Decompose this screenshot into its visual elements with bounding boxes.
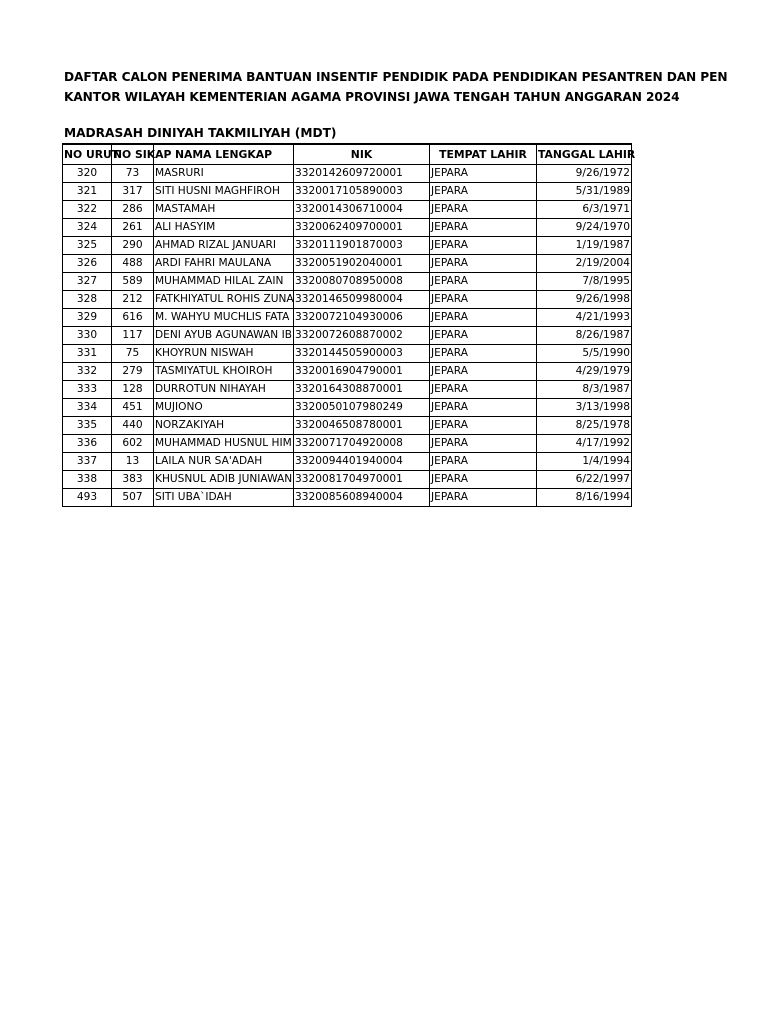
table-row <box>63 363 632 381</box>
cell-nama-lengkap: MUHAMMAD HUSNUL HIM <box>154 435 294 453</box>
document-title-line-2: KANTOR WILAYAH KEMENTERIAN AGAMA PROVINSI JAWA TENGAH TAHUN ANGGARAN 2024 <box>64 90 680 104</box>
cell-no-sikap: 451 <box>112 399 154 417</box>
cell-tempat-lahir: JEPARA <box>430 219 537 237</box>
cell-tanggal-lahir: 4/17/1992 <box>537 435 632 453</box>
cell-no-urut: 493 <box>63 489 112 507</box>
table-row <box>63 453 632 471</box>
cell-nik: 3320081704970001 <box>294 471 430 489</box>
cell-nama-lengkap: ALI HASYIM <box>154 219 294 237</box>
cell-no-sikap: 507 <box>112 489 154 507</box>
cell-tanggal-lahir: 1/19/1987 <box>537 237 632 255</box>
table-row <box>63 471 632 489</box>
cell-no-urut: 337 <box>63 453 112 471</box>
header-tanggal-lahir: TANGGAL LAHIR <box>537 144 632 165</box>
cell-no-sikap: 212 <box>112 291 154 309</box>
cell-no-urut: 328 <box>63 291 112 309</box>
cell-no-sikap: 616 <box>112 309 154 327</box>
cell-nik: 3320062409700001 <box>294 219 430 237</box>
cell-nik: 3320094401940004 <box>294 453 430 471</box>
cell-nik: 3320046508780001 <box>294 417 430 435</box>
cell-tanggal-lahir: 1/4/1994 <box>537 453 632 471</box>
table-row <box>63 345 632 363</box>
cell-no-urut: 334 <box>63 399 112 417</box>
cell-nik: 3320164308870001 <box>294 381 430 399</box>
cell-nama-lengkap: MUHAMMAD HILAL ZAIN <box>154 273 294 291</box>
cell-nama-lengkap: SITI HUSNI MAGHFIROH <box>154 183 294 201</box>
cell-tempat-lahir: JEPARA <box>430 363 537 381</box>
cell-tempat-lahir: JEPARA <box>430 453 537 471</box>
table-row <box>63 273 632 291</box>
table-row <box>63 381 632 399</box>
cell-no-sikap: 279 <box>112 363 154 381</box>
header-nama-lengkap: NAMA LENGKAP <box>154 144 294 165</box>
header-no-sikap: NO SIKAP <box>112 144 154 165</box>
cell-no-sikap: 128 <box>112 381 154 399</box>
cell-tanggal-lahir: 6/3/1971 <box>537 201 632 219</box>
cell-tanggal-lahir: 2/19/2004 <box>537 255 632 273</box>
table-header-row <box>63 144 632 165</box>
table-row <box>63 435 632 453</box>
cell-tempat-lahir: JEPARA <box>430 381 537 399</box>
cell-no-urut: 332 <box>63 363 112 381</box>
cell-nik: 3320085608940004 <box>294 489 430 507</box>
cell-nama-lengkap: M. WAHYU MUCHLIS FATA <box>154 309 294 327</box>
cell-nama-lengkap: MASRURI <box>154 165 294 183</box>
cell-no-sikap: 602 <box>112 435 154 453</box>
cell-tempat-lahir: JEPARA <box>430 345 537 363</box>
cell-no-urut: 330 <box>63 327 112 345</box>
cell-tanggal-lahir: 8/16/1994 <box>537 489 632 507</box>
cell-nama-lengkap: DURROTUN NIHAYAH <box>154 381 294 399</box>
cell-no-urut: 320 <box>63 165 112 183</box>
cell-no-sikap: 13 <box>112 453 154 471</box>
cell-tanggal-lahir: 4/21/1993 <box>537 309 632 327</box>
table-row <box>63 165 632 183</box>
cell-no-urut: 325 <box>63 237 112 255</box>
recipient-table <box>62 143 636 507</box>
cell-nik: 3320051902040001 <box>294 255 430 273</box>
cell-nik: 3320144505900003 <box>294 345 430 363</box>
cell-tempat-lahir: JEPARA <box>430 327 537 345</box>
table-row <box>63 399 632 417</box>
cell-nik: 3320017105890003 <box>294 183 430 201</box>
table-row <box>63 237 632 255</box>
table-row <box>63 309 632 327</box>
cell-tempat-lahir: JEPARA <box>430 237 537 255</box>
cell-nama-lengkap: KHOYRUN NISWAH <box>154 345 294 363</box>
cell-no-urut: 331 <box>63 345 112 363</box>
cell-nik: 3320080708950008 <box>294 273 430 291</box>
header-no-urut: NO URUT <box>63 144 112 165</box>
cell-tanggal-lahir: 9/24/1970 <box>537 219 632 237</box>
cell-tempat-lahir: JEPARA <box>430 273 537 291</box>
cell-tanggal-lahir: 5/5/1990 <box>537 345 632 363</box>
cell-tempat-lahir: JEPARA <box>430 255 537 273</box>
cell-no-sikap: 317 <box>112 183 154 201</box>
cell-nama-lengkap: SITI UBA`IDAH <box>154 489 294 507</box>
cell-tanggal-lahir: 9/26/1998 <box>537 291 632 309</box>
table-row <box>63 489 632 507</box>
cell-no-urut: 327 <box>63 273 112 291</box>
cell-no-urut: 324 <box>63 219 112 237</box>
cell-no-urut: 336 <box>63 435 112 453</box>
cell-nik: 3320072104930006 <box>294 309 430 327</box>
cell-no-urut: 321 <box>63 183 112 201</box>
cell-nama-lengkap: MASTAMAH <box>154 201 294 219</box>
cell-nama-lengkap: TASMIYATUL KHOIROH <box>154 363 294 381</box>
document-title-line-1: DAFTAR CALON PENERIMA BANTUAN INSENTIF PENDIDIK PADA PENDIDIKAN PESANTREN DAN PEN <box>64 70 728 84</box>
cell-tanggal-lahir: 3/13/1998 <box>537 399 632 417</box>
cell-nama-lengkap: FATKHIYATUL ROHIS ZUNA <box>154 291 294 309</box>
cell-tempat-lahir: JEPARA <box>430 165 537 183</box>
cell-no-sikap: 75 <box>112 345 154 363</box>
cell-tempat-lahir: JEPARA <box>430 399 537 417</box>
cell-nik: 3320016904790001 <box>294 363 430 381</box>
table-row <box>63 183 632 201</box>
cell-tempat-lahir: JEPARA <box>430 417 537 435</box>
cell-tempat-lahir: JEPARA <box>430 291 537 309</box>
cell-nama-lengkap: DENI AYUB AGUNAWAN IB <box>154 327 294 345</box>
table-row <box>63 201 632 219</box>
cell-tanggal-lahir: 8/25/1978 <box>537 417 632 435</box>
cell-tanggal-lahir: 4/29/1979 <box>537 363 632 381</box>
cell-tempat-lahir: JEPARA <box>430 183 537 201</box>
cell-no-sikap: 73 <box>112 165 154 183</box>
cell-nama-lengkap: MUJIONO <box>154 399 294 417</box>
cell-nik: 3320072608870002 <box>294 327 430 345</box>
table-row <box>63 255 632 273</box>
table-row <box>63 327 632 345</box>
cell-tempat-lahir: JEPARA <box>430 471 537 489</box>
cell-tempat-lahir: JEPARA <box>430 309 537 327</box>
cell-no-urut: 335 <box>63 417 112 435</box>
cell-nik: 3320146509980004 <box>294 291 430 309</box>
cell-tanggal-lahir: 8/3/1987 <box>537 381 632 399</box>
cell-no-sikap: 286 <box>112 201 154 219</box>
cell-tanggal-lahir: 9/26/1972 <box>537 165 632 183</box>
cell-tanggal-lahir: 8/26/1987 <box>537 327 632 345</box>
cell-no-sikap: 488 <box>112 255 154 273</box>
cell-no-urut: 329 <box>63 309 112 327</box>
table-row <box>63 219 632 237</box>
cell-nik: 3320111901870003 <box>294 237 430 255</box>
cell-nik: 3320142609720001 <box>294 165 430 183</box>
cell-tempat-lahir: JEPARA <box>430 435 537 453</box>
cell-no-sikap: 383 <box>112 471 154 489</box>
cell-nik: 3320050107980249 <box>294 399 430 417</box>
header-tempat-lahir: TEMPAT LAHIR <box>430 144 537 165</box>
cell-nik: 3320071704920008 <box>294 435 430 453</box>
cell-no-urut: 338 <box>63 471 112 489</box>
table-row <box>63 291 632 309</box>
cell-tempat-lahir: JEPARA <box>430 201 537 219</box>
cell-no-sikap: 290 <box>112 237 154 255</box>
cell-no-urut: 322 <box>63 201 112 219</box>
cell-no-urut: 333 <box>63 381 112 399</box>
cell-tanggal-lahir: 5/31/1989 <box>537 183 632 201</box>
cell-tanggal-lahir: 6/22/1997 <box>537 471 632 489</box>
cell-no-sikap: 117 <box>112 327 154 345</box>
cell-no-sikap: 589 <box>112 273 154 291</box>
table-body <box>63 165 632 507</box>
cell-no-sikap: 261 <box>112 219 154 237</box>
cell-nama-lengkap: AHMAD RIZAL JANUARI <box>154 237 294 255</box>
cell-nama-lengkap: LAILA NUR SA'ADAH <box>154 453 294 471</box>
cell-tempat-lahir: JEPARA <box>430 489 537 507</box>
cell-nama-lengkap: NORZAKIYAH <box>154 417 294 435</box>
table-row <box>63 417 632 435</box>
cell-no-sikap: 440 <box>112 417 154 435</box>
section-title: MADRASAH DINIYAH TAKMILIYAH (MDT) <box>64 126 337 140</box>
header-nik: NIK <box>294 144 430 165</box>
cell-nik: 3320014306710004 <box>294 201 430 219</box>
cell-nama-lengkap: ARDI FAHRI MAULANA <box>154 255 294 273</box>
cell-tanggal-lahir: 7/8/1995 <box>537 273 632 291</box>
cell-no-urut: 326 <box>63 255 112 273</box>
cell-nama-lengkap: KHUSNUL ADIB JUNIAWAN <box>154 471 294 489</box>
